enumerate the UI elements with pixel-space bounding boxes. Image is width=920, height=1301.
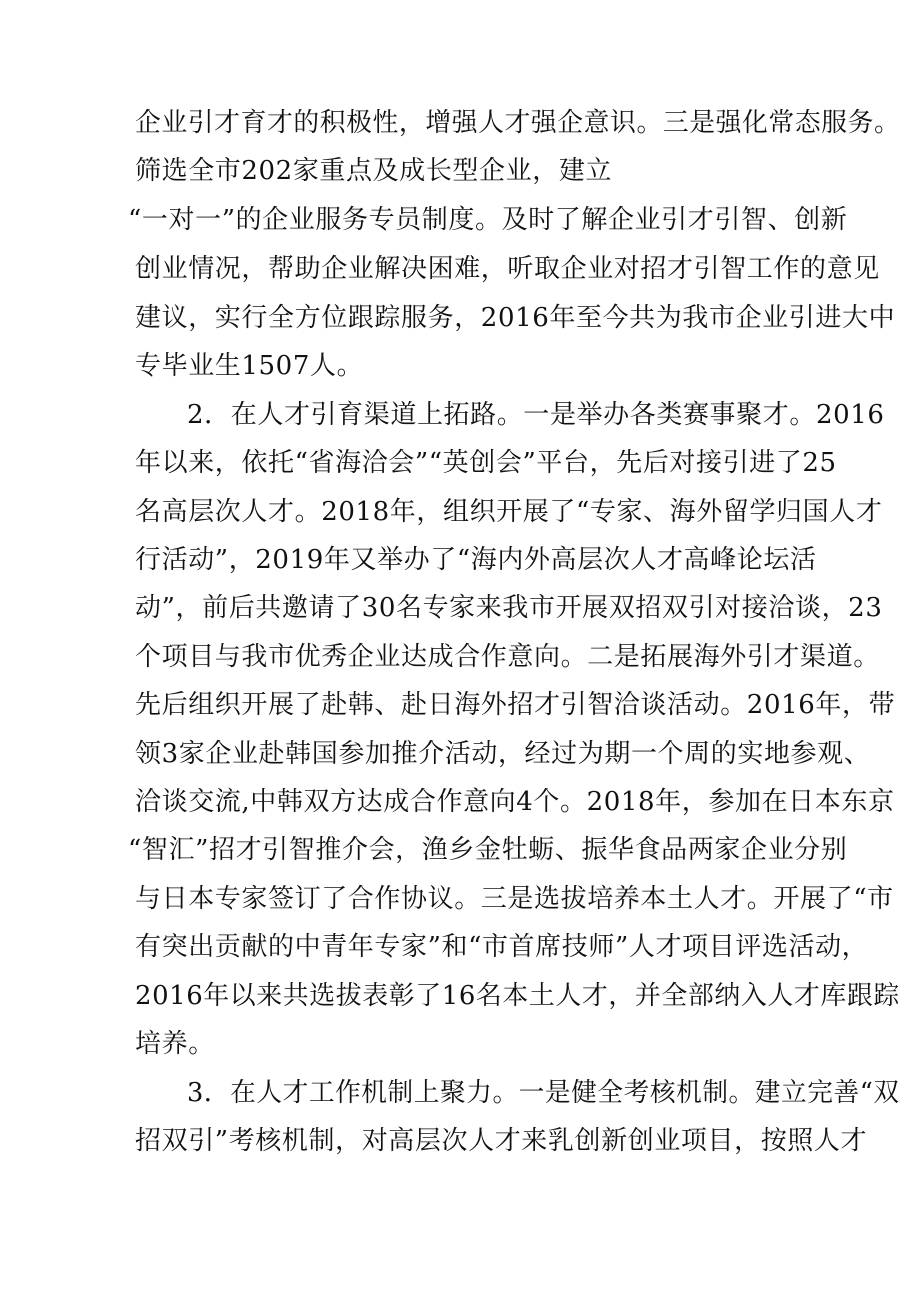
text-line: 名高层次人才。2018年，组织开展了“专家、海外留学归国人才: [135, 497, 883, 527]
text-line: 招双引”考核机制，对高层次人才来乳创新创业项目，按照人才: [135, 1126, 868, 1156]
text-line: 与日本专家签订了合作协议。三是选拔培养本土人才。开展了“市: [135, 884, 894, 914]
text-line: “一对一”的企业服务专员制度。及时了解企业引才引智、创新: [128, 205, 848, 235]
text-line: 行活动”，2019年又举办了“海内外高层次人才高峰论坛活: [135, 545, 817, 575]
text-line: 企业引才育才的积极性，增强人才强企意识。三是强化常态服务。: [135, 108, 901, 138]
paragraph-heading-line: 2．在人才引育渠道上拓路。一是举办各类赛事聚才。2016: [187, 400, 885, 430]
text-line: “智汇”招才引智推介会，渔乡金牡蛎、振华食品两家企业分别: [128, 835, 848, 865]
text-line: 筛选全市202家重点及成长型企业，建立: [135, 156, 613, 186]
text-line: 先后组织开展了赴韩、赴日海外招才引智洽谈活动。2016年，带: [135, 690, 896, 720]
text-line: 动”，前后共邀请了30名专家来我市开展双招双引对接洽谈，23: [135, 593, 883, 623]
text-line: 专毕业生1507人。: [135, 351, 364, 381]
text-line: 有突出贡献的中青年专家”和“市首席技师”人才项目评选活动，: [135, 932, 869, 962]
text-line: 培养。: [135, 1029, 215, 1059]
text-line: 个项目与我市优秀企业达成合作意向。二是拓展海外引才渠道。: [135, 642, 880, 672]
text-line: 创业情况，帮助企业解决困难，听取企业对招才引智工作的意见: [135, 254, 880, 284]
text-line: 建议，实行全方位跟踪服务，2016年至今共为我市企业引进大中: [135, 303, 896, 333]
text-line: 洽谈交流,中韩双方达成合作意向4个。2018年，参加在日本东京: [135, 787, 895, 817]
text-line: 领3家企业赴韩国参加推介活动，经过为期一个周的实地参观、: [135, 739, 871, 769]
text-line: 年以来，依托“省海洽会”“英创会”平台，先后对接引进了25: [135, 448, 837, 478]
paragraph-heading-line: 3．在人才工作机制上聚力。一是健全考核机制。建立完善“双: [187, 1078, 900, 1108]
text-line: 2016年以来共选拔表彰了16名本土人才，并全部纳入人才库跟踪: [135, 981, 900, 1011]
